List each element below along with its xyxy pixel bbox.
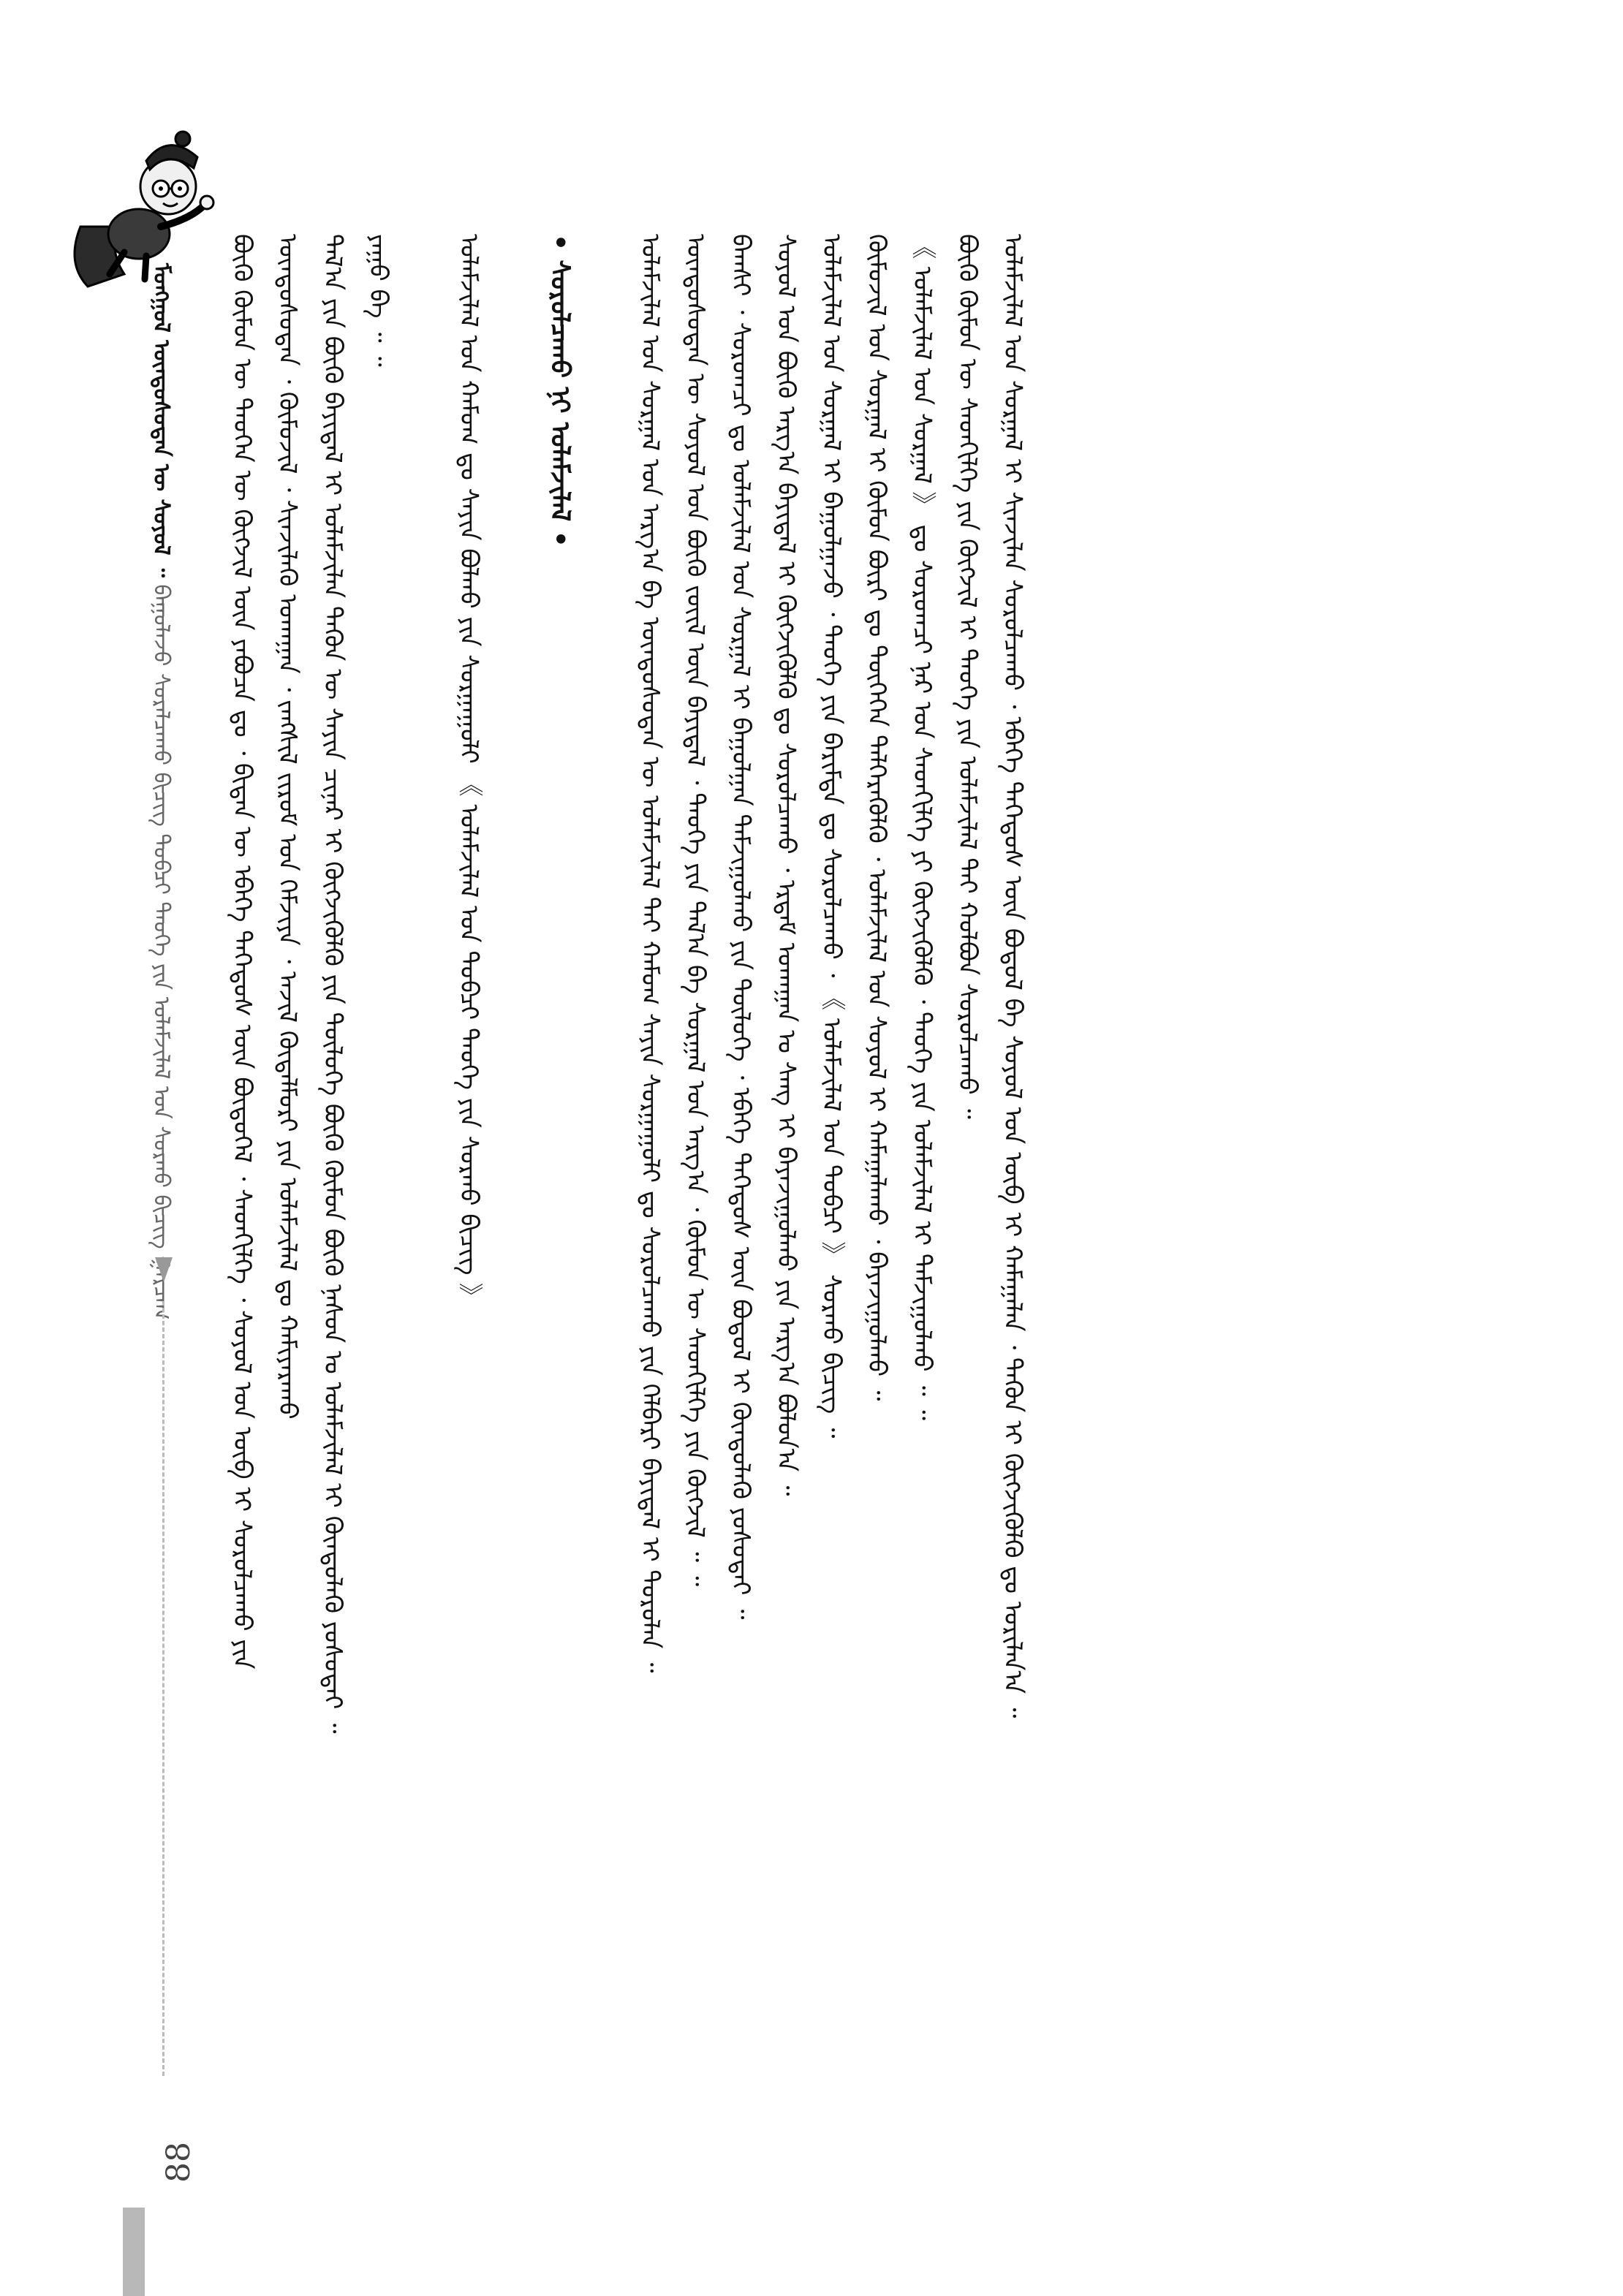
mascot-scholar-icon	[58, 117, 227, 292]
page-number: 88	[160, 2142, 197, 2183]
guide-dashed-line	[162, 1301, 164, 2076]
page-edge-bar	[123, 2208, 145, 2296]
column-gap	[401, 234, 446, 2032]
column-gap	[491, 234, 537, 2032]
text-column: ᠰᠤᠶᠤᠯ ᠤᠨ ᠪᠦᠬᠦ ᠠᠷᠭ᠎ᠠ ᠪᠠᠶᠢᠳᠠᠯ ᠢ ᠬᠥᠭᠵᠢᠭᠦᠯᠬᠦ ᠳᠤ ᠰᠤᠷᠤᠯᠴᠠᠬᠤ ᠂ ᠡᠷᠳᠡᠮ ᠤᠬᠠᠭᠠᠨ ᠤ ᠰᠠᠩ ᠢ ᠪᠠᠶᠠᠵᠢᠭᠤᠯᠬᠤ ᠶᠢᠨ ᠠᠷᠭ᠎ᠠ ᠪᠣᠯᠤᠨ᠎ᠠ ᠃	[771, 234, 801, 1496]
text-column: ᠪᠠᠭᠰᠢ ᠂ ᠰᠤᠷᠤᠭᠴᠢ ᠳᠤ ᠤᠯᠠᠮᠵᠢᠯᠠᠯ ᠤᠨ ᠰᠤᠷᠭᠠᠯ ᠢ ᠪᠠᠭᠤᠯᠭᠠᠨ ᠳᠠᠮᠵᠢᠭᠤᠯᠬᠤ ᠶᠢᠨ ᠲᠥᠯᠦᠭᠡ ᠂ ᠡᠪᠡᠭᠡ ᠳᠡᠭᠡᠳᠦᠰ ᠦᠨ ᠪᠣᠳᠤᠯ ᠢ ᠬᠦᠨᠳᠦᠯᠡᠬᠦ ᠶᠣᠰᠣᠳᠠᠢ ᠃	[726, 234, 755, 1620]
body-text	[219, 234, 1462, 2032]
text-column: ᠤᠯᠠᠮᠵᠢᠯᠠᠯ ᠤᠨ ᠰᠤᠷᠭᠠᠯ ᠢ ᠪᠠᠭᠤᠯᠭᠠᠵᠤ ᠂ ᠲᠡᠦᠬᠡ ᠶᠢᠨ ᠪᠠᠷᠢᠮᠲᠠ ᠳᠤ ᠰᠤᠷᠤᠯᠴᠠᠬᠤ ᠂ 《 ᠤᠯᠠᠮᠵᠢᠯᠠᠯ ᠤᠨ ᠲᠣᠪᠴᠢ 》 ᠰᠤᠷᠬᠤ ᠪᠢᠴᠢᠭ ᠃	[817, 234, 846, 1439]
section-heading: • ᠰᠤᠷᠤᠯᠴᠠᠬᠤ ᠨᠢ ᠤᠯᠠᠮᠵᠢᠯᠠᠯ •	[545, 234, 575, 548]
text-column: ᠲᠠᠯ᠎ᠠ ᠶᠢᠨ ᠪᠦᠬᠦ ᠪᠠᠶᠢᠳᠠᠯ ᠢ ᠤᠯᠠᠮᠵᠢᠯᠠᠨ ᠲᠡᠭᠦᠨ ᠦ ᠰᠠᠶᠢᠨ ᠴᠢᠨᠠᠷ ᠢ ᠬᠥᠭᠵᠢᠭᠦᠯᠬᠦ ᠶᠢᠨ ᠲᠥᠯᠦᠭᠡ ᠪᠦᠬᠦ ᠬᠦᠮᠦᠨ ᠪᠦᠬᠦ ᠨᠠᠰᠤᠨ ᠤ ᠤᠯᠠᠮᠵᠢᠯᠠᠯ ᠢ ᠬᠦᠨᠳᠦᠯᠡᠬᠦ ᠶᠣᠰᠣᠳᠠᠢ ᠃	[318, 234, 347, 1734]
text-column: ᠤᠯᠠᠮᠵᠢᠯᠠᠯ ᠤᠨ ᠰᠤᠷᠭᠠᠯ ᠤᠨ ᠠᠷᠭ᠎ᠠ ᠪᠠ ᠦᠨᠳᠦᠰᠦᠲᠡᠨ ᠦ ᠤᠯᠠᠮᠵᠢᠯᠠᠯ ᠲᠠᠢ ᠬᠠᠮᠤᠭ ᠰᠠᠶᠢᠨ ᠰᠤᠷᠭᠠᠭᠤᠯᠢ ᠳᠤ ᠰᠤᠷᠤᠯᠴᠠᠬᠤ ᠶᠢᠨ ᠬᠡᠯᠪᠡᠷᠢ ᠪᠠᠶᠢᠳᠠᠯ ᠢ ᠳᠣᠷᠤᠯᠠᠨ ᠃	[635, 234, 665, 1673]
running-header	[139, 263, 183, 1320]
text-column: ᠬᠥᠮᠦᠵᠢᠯ ᠤᠨ ᠰᠤᠷᠭᠠᠯ ᠢ ᠬᠦᠮᠦᠨ ᠪᠦᠷᠢ ᠳᠤ ᠲᠦᠭᠡᠭᠡᠨ ᠳᠡᠯᠭᠡᠷᠡᠭᠦᠯᠬᠦ ᠂ ᠤᠯᠠᠮᠵᠢᠯᠠᠯ ᠤᠨ ᠰᠤᠶᠤᠯ ᠢ ᠬᠠᠮᠠᠭᠠᠯᠠᠬᠤ ᠂ ᠪᠠᠶᠠᠵᠢᠭᠤᠯᠬᠤ ᠃	[862, 234, 891, 1401]
text-column: ᠦᠨᠳᠦᠰᠦᠲᠡᠨ ᠂ ᠬᠥᠮᠦᠵᠢᠯ ᠂ ᠰᠢᠨᠵᠢᠯᠡᠬᠦ ᠤᠬᠠᠭᠠᠨ ᠂ ᠵᠠᠩᠰᠢᠯ ᠵᠢᠷᠤᠮ ᠤᠨ ᠬᠡᠮᠵᠢᠶᠡ ᠂ ᠠᠵᠢᠯ ᠬᠥᠳᠡᠯᠮᠦᠷᠢ ᠶᠢᠨ ᠤᠯᠠᠮᠵᠢᠯᠠᠯ ᠳᠤ ᠬᠠᠮᠢᠶᠠᠷᠠᠬᠤ	[273, 234, 302, 1420]
text-column: ᠤᠯᠠᠮᠵᠢᠯᠠᠯ ᠤᠨ ᠰᠤᠷᠭᠠᠯ ᠢ ᠰᠢᠨᠵᠢᠯᠡᠨ ᠰᠤᠷᠤᠯᠴᠠᠬᠤ ᠂ ᠡᠪᠡᠭᠡ ᠳᠡᠭᠡᠳᠦᠰ ᠦᠨ ᠪᠣᠳᠤᠯ ᠪᠠ ᠰᠤᠶᠤᠯ ᠤᠨ ᠥᠪ ᠢ ᠬᠠᠮᠠᠭᠠᠯᠠᠨ ᠂ ᠲᠡᠭᠦᠨ ᠢ ᠬᠥᠭᠵᠢᠭᠦᠯᠬᠦ ᠳᠤ ᠤᠷᠢᠯᠠᠨ᠎ᠠ ᠃	[998, 234, 1027, 1719]
text-column: 《 ᠤᠯᠠᠮᠵᠢᠯᠠᠯ ᠤᠨ ᠰᠤᠷᠭᠠᠯ 》 ᠳᠤ ᠰᠤᠷᠤᠭᠴᠢ ᠨᠠᠷ ᠤᠨ ᠰᠡᠳᠬᠢᠯᠭᠡ ᠶᠢ ᠬᠥᠭᠵᠢᠭᠦᠯᠬᠦ ᠂ ᠲᠡᠦᠬᠡ ᠶᠢᠨ ᠤᠯᠠᠮᠵᠢᠯᠠᠯ ᠢ ᠳᠠᠮᠵᠢᠭᠤᠯᠬᠤ ᠃ ᠃	[907, 234, 937, 1420]
text-column: ᠪᠦᠬᠦ ᠬᠦᠮᠦᠨ ᠦ ᠰᠡᠳᠬᠢᠯᠭᠡ ᠶᠢᠨ ᠬᠥᠭᠵᠢᠯ ᠢ ᠲᠡᠦᠬᠡ ᠶᠢᠨ ᠤᠯᠠᠮᠵᠢᠯᠠᠯ ᠲᠠᠢ ᠬᠤᠯᠪᠤᠨ ᠰᠤᠷᠤᠯᠴᠠᠬᠤ ᠃	[953, 234, 982, 1119]
column-gap	[582, 234, 627, 2032]
text-column: ᠤᠯᠠᠮᠵᠢᠯᠠᠯ ᠤᠨ ᠬᠠᠮᠤᠭ ᠳᠤ ᠰᠠᠶᠢᠨ ᠪᠣᠯᠬᠤ ᠶᠢᠨ ᠰᠤᠷᠭᠠᠭᠤᠯᠢ 《 ᠤᠯᠠᠮᠵᠢᠯᠠᠯ ᠤᠨ ᠲᠣᠪᠴᠢ ᠲᠡᠦᠬᠡ ᠶᠢᠨ ᠰᠤᠷᠬᠤ ᠪᠢᠴᠢᠭ 》	[454, 234, 483, 1308]
guide-arrow-icon	[155, 1257, 173, 1282]
running-header-title: ᠪᠠᠭᠤᠯᠠᠵᠤ ᠰᠤᠷᠠᠯᠴᠠᠬᠤ ᠪᠢᠴᠢᠭ ᠲᠣᠪᠴᠢ ᠲᠡᠦᠬᠡ ᠶᠢᠨ ᠤᠯᠠᠮᠵᠢᠯᠠᠯ ᠤᠨ ᠰᠤᠷᠬᠤ ᠪᠢᠴᠢᠭ ᠭᠠᠷᠴᠠᠭ	[148, 584, 174, 1320]
running-header-series: ᠮᠣᠩᠭᠣᠯ ᠦᠨᠳᠦᠰᠦᠲᠡᠨ ᠦ ᠰᠣᠶᠣᠯ ᠃	[148, 263, 174, 577]
text-column: ᠪᠦᠬᠦ ᠬᠦᠮᠦᠨ ᠦ ᠲᠡᠦᠬᠡᠨ ᠦ ᠬᠥᠭᠵᠢᠯ ᠦᠨ ᠶᠠᠪᠤᠴᠠ ᠳᠤ ᠂ ᠪᠢᠳᠡᠨ ᠦ ᠡᠪᠡᠭᠡ ᠳᠡᠭᠡᠳᠦᠰ ᠦᠨ ᠪᠦᠲᠦᠭᠡᠯ ᠂ ᠰᠡᠳᠬᠢᠯᠭᠡ ᠂ ᠰᠤᠶᠤᠯ ᠤᠨ ᠥᠪ ᠢ ᠰᠤᠷᠤᠯᠴᠠᠬᠤ ᠶᠢᠨ	[227, 234, 257, 1670]
text-column: ᠦᠨᠳᠦᠰᠦᠲᠡᠨ ᠦ ᠰᠤᠶᠤᠯ ᠤᠨ ᠪᠦᠬᠦ ᠵᠦᠢᠯ ᠦᠨ ᠪᠠᠶᠢᠳᠠᠯ ᠂ ᠲᠡᠦᠬᠡ ᠶᠢᠨ ᠲᠠᠯ᠎ᠠ ᠪᠠ ᠰᠤᠷᠭᠠᠯ ᠤᠨ ᠠᠷᠭ᠎ᠠ ᠂ ᠬᠦᠮᠦᠨ ᠦ ᠰᠡᠳᠬᠢᠯᠭᠡ ᠶᠢᠨ ᠬᠥᠭᠵᠢᠯ ᠃ ᠃	[681, 234, 710, 1587]
text-column: ᠶᠠᠭᠤ ᠪᠡ ᠃ ᠃	[363, 234, 393, 367]
